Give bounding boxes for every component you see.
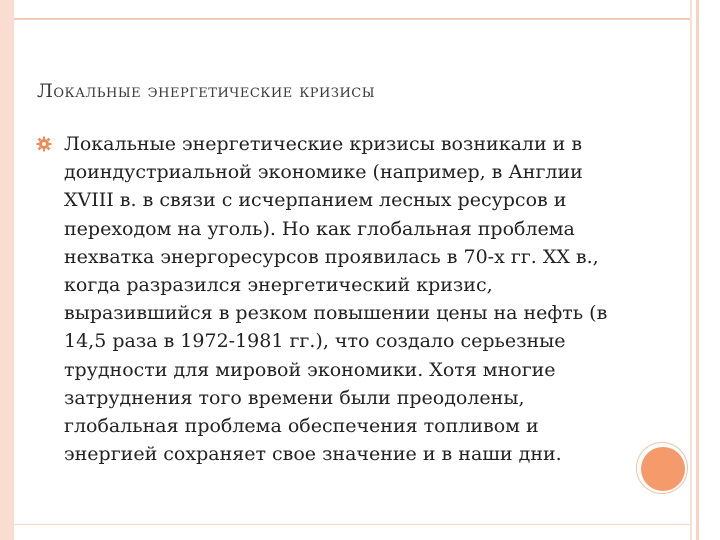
- frame-bottom-line: [14, 524, 690, 525]
- frame-right-inner-line: [690, 0, 692, 540]
- gear-icon: [36, 136, 52, 152]
- bullet-list: [36, 130, 636, 468]
- slide-title: Локальные энергетические кризисы: [37, 80, 376, 102]
- frame-top-line: [14, 18, 690, 20]
- list-item: [36, 130, 636, 468]
- bullet-text: Локальные энергетические кризисы возникали и в доиндустриальной экономике (например, в Англии XVIII в. в связи с исчерпанием лесных ресурсов и переходом на уголь). Но как глобальная проблема нехватка энергоресурсов проявилась в 70-х гг. XX в., когда разразился энергетический кризис, выразившийся в резком повышении цены на нефть (в 14,5 раза в 1972-1981 гг.), что создало серьезные трудности для мировой экономики. Хотя многие затруднения того времени были преодолены, глобальная проблема обеспечения топливом и энергией сохраняет свое значение и в наши дни.: [64, 133, 608, 466]
- frame-left-strip: [0, 0, 14, 540]
- decorative-circle: [641, 447, 685, 491]
- frame-right-outer-line: [696, 0, 699, 540]
